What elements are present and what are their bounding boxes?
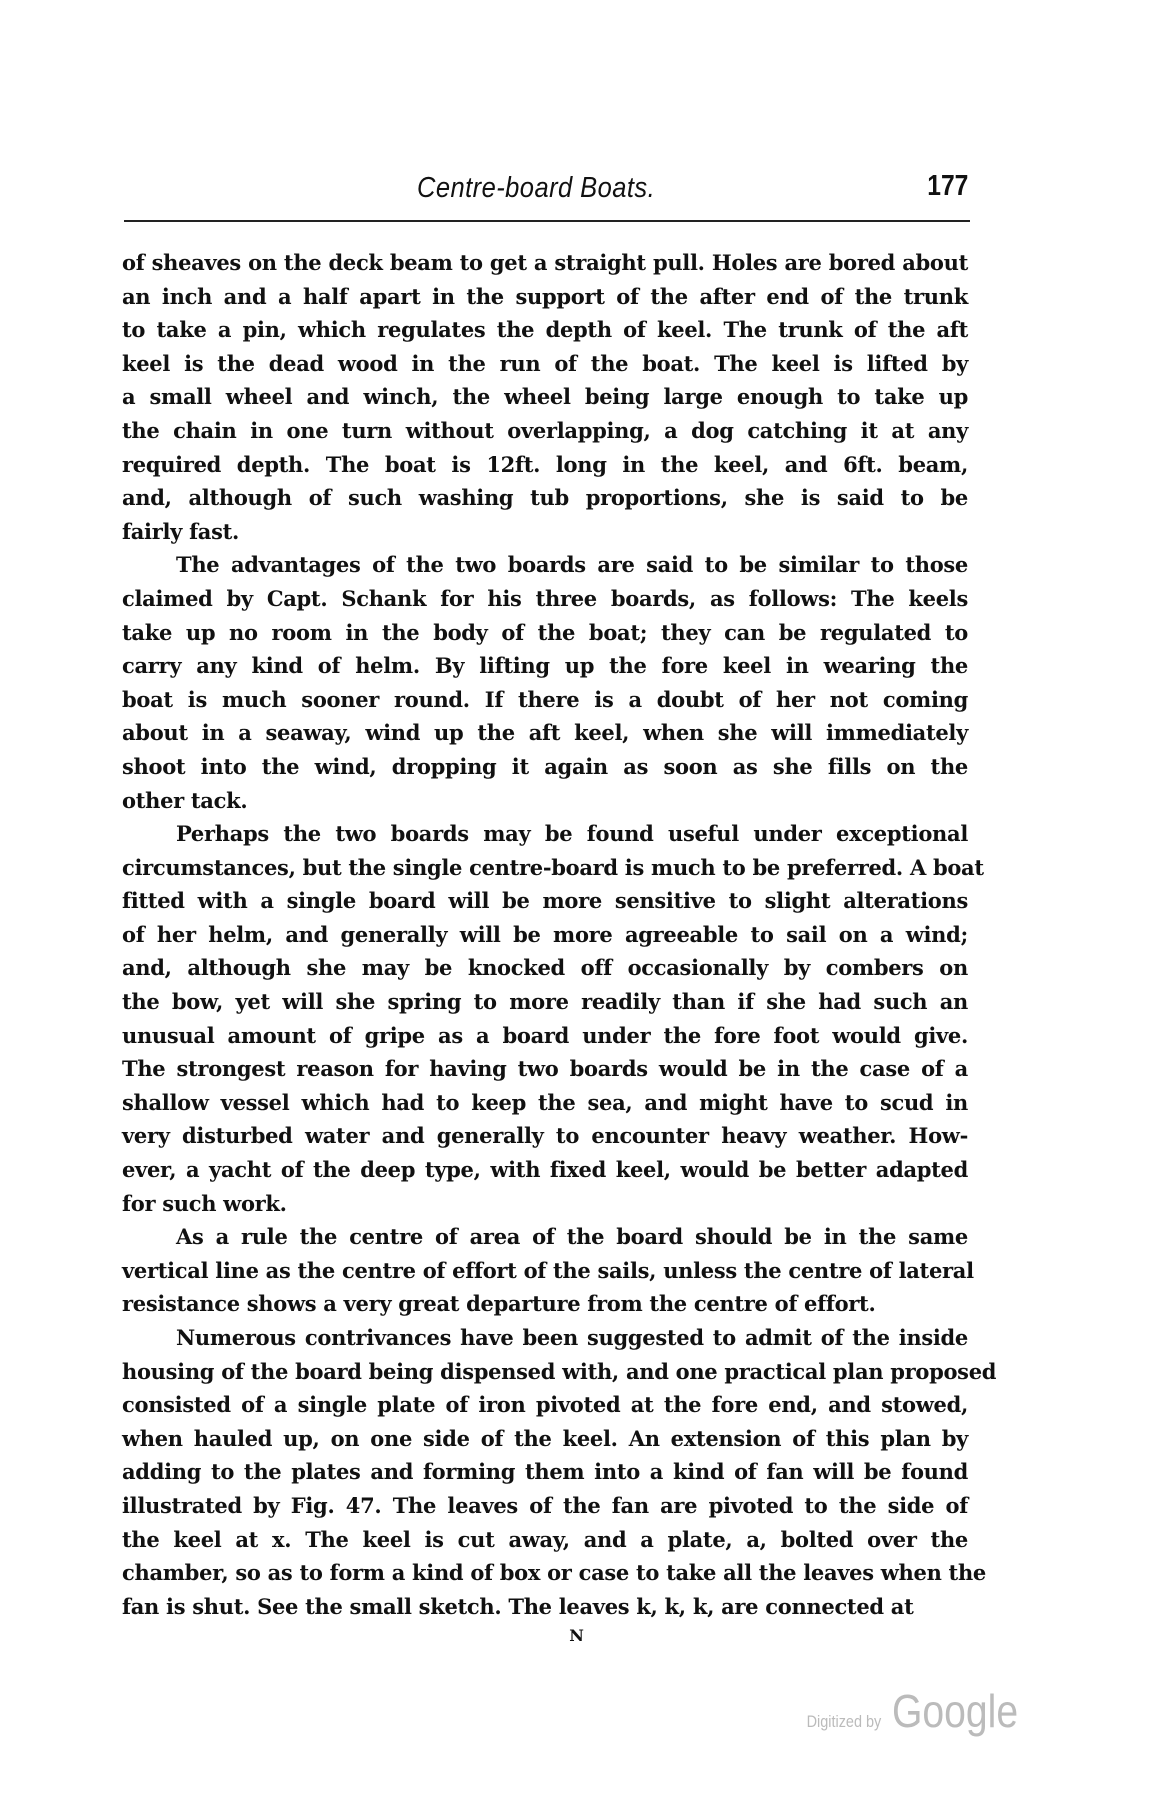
text-line: the keel at x. The keel is cut away, and a plate, a, bolted over the (122, 1526, 968, 1552)
text-line: illustrated by Fig. 47. The leaves of the fan are pivoted to the side of (122, 1492, 968, 1518)
text-line: The advantages of the two boards are said to be similar to those (176, 552, 968, 578)
text-line: adding to the plates and forming them into a kind of fan will be found (122, 1459, 968, 1485)
text-line: of her helm, and generally will be more agreeable to sail on a wind; (122, 921, 968, 947)
digitized-by-google-watermark (800, 1684, 1041, 1738)
text-line: vertical line as the centre of effort of the sails, unless the centre of lateral (122, 1257, 974, 1283)
text-line: fan is shut. See the small sketch. The leaves k, k, k, are connected at (122, 1593, 914, 1619)
text-line: circumstances, but the single centre-board is much to be preferred. A boat (122, 854, 984, 880)
paragraph (122, 1321, 997, 1623)
text-line: fitted with a single board will be more sensitive to slight alterations (122, 888, 968, 914)
text-line: The strongest reason for having two boards would be in the case of a (122, 1056, 968, 1082)
header-rule (124, 220, 970, 222)
text-line: other tack. (122, 787, 248, 813)
paragraph (122, 548, 968, 817)
running-title: Centre-board Boats. (417, 172, 656, 204)
watermark-prefix: Digitized by (806, 1712, 882, 1731)
text-line: a small wheel and winch, the wheel being large enough to take up (122, 384, 968, 410)
text-line: an inch and a half apart in the support of the after end of the trunk (122, 283, 968, 309)
text-line: take up no room in the body of the boat; they can be regulated to (122, 619, 968, 645)
text-line: shoot into the wind, dropping it again as soon as she fills on the (122, 753, 968, 779)
signature-mark: N (569, 1626, 584, 1645)
paragraph (122, 817, 984, 1220)
text-line: claimed by Capt. Schank for his three boards, as follows: The keels (122, 585, 968, 611)
paragraph (122, 1220, 974, 1321)
text-line: the chain in one turn without overlapping, a dog catching it at any (122, 417, 968, 443)
text-line: and, although of such washing tub proportions, she is said to be (122, 485, 968, 511)
text-line: carry any kind of helm. By lifting up the fore keel in wearing the (122, 653, 968, 679)
text-line: unusual amount of gripe as a board under the fore foot would give. (122, 1022, 968, 1048)
text-line: boat is much sooner round. If there is a doubt of her not coming (122, 686, 968, 712)
text-line: Perhaps the two boards may be found useful under exceptional (176, 821, 968, 847)
text-line: consisted of a single plate of iron pivoted at the fore end, and stowed, (122, 1392, 968, 1418)
page-number: 177 (926, 170, 968, 202)
text-line: fairly fast. (122, 518, 240, 544)
text-line: for such work. (122, 1190, 287, 1216)
text-line: keel is the dead wood in the run of the boat. The keel is lifted by (122, 350, 968, 376)
text-line: ever, a yacht of the deep type, with fixed keel, would be better adapted (122, 1157, 968, 1183)
text-line: about in a seaway, wind up the aft keel, when she will immediately (122, 720, 968, 746)
text-line: required depth. The boat is 12ft. long in the keel, and 6ft. beam, (122, 451, 968, 477)
paragraph (122, 246, 968, 548)
text-line: As a rule the centre of area of the board should be in the same (176, 1224, 968, 1250)
running-header (122, 168, 968, 208)
text-line: chamber, so as to form a kind of box or case to take all the leaves when the (122, 1560, 986, 1586)
text-line: when hauled up, on one side of the keel. An extension of this plan by (122, 1425, 968, 1451)
google-logo: Google (892, 1685, 1019, 1737)
text-line: of sheaves on the deck beam to get a straight pull. Holes are bored about (122, 250, 968, 275)
text-line: housing of the board being dispensed with, and one practical plan proposed (122, 1358, 997, 1384)
text-line: resistance shows a very great departure from the centre of effort. (122, 1291, 876, 1317)
text-line: shallow vessel which had to keep the sea, and might have to scud in (122, 1089, 968, 1115)
text-line: the bow, yet will she spring to more readily than if she had such an (122, 989, 968, 1015)
text-line: very disturbed water and generally to encounter heavy weather. How- (122, 1123, 968, 1149)
text-line: to take a pin, which regulates the depth of keel. The trunk of the aft (122, 317, 968, 343)
text-line: and, although she may be knocked off occasionally by combers on (122, 955, 968, 981)
body-text (122, 246, 997, 1623)
text-line: Numerous contrivances have been suggested to admit of the inside (176, 1325, 968, 1350)
